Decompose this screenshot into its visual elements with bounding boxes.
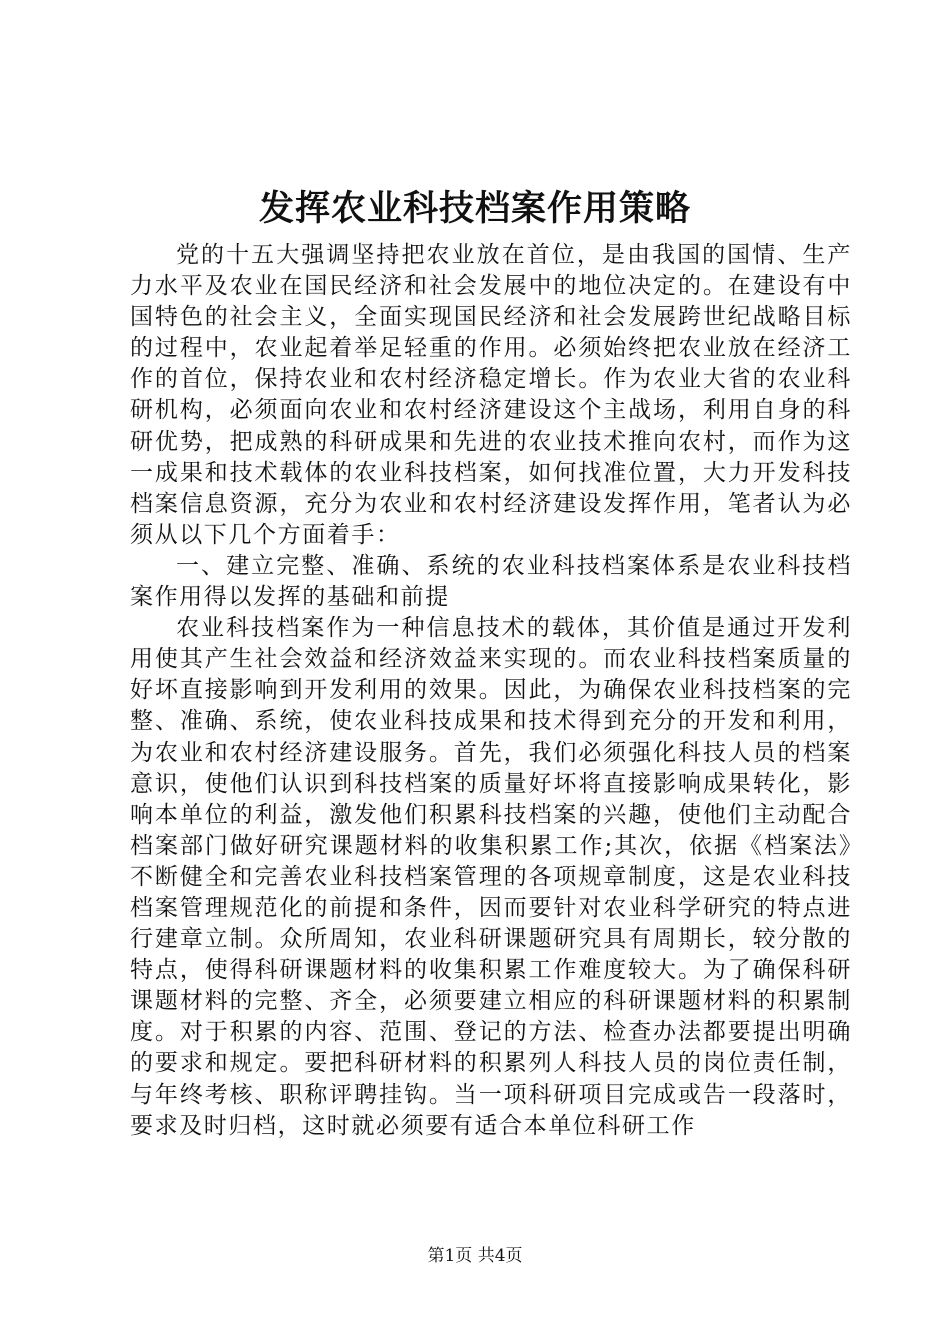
paragraph-intro: 党的十五大强调坚持把农业放在首位，是由我国的国情、生产力水平及农业在国民经济和社会发展中的地位决定的。在建设有中国特色的社会主义，全面实现国民经济和社会发展跨世纪战略目标的过程中，农业起着举足轻重的作用。必须始终把农业放在经济工作的首位，保持农业和农村经济稳定增长。作为农业大省的农业科研机构，必须面向农业和农村经济建设这个主战场，利用自身的科研优势，把成熟的科研成果和先进的农业技术推向农村，而作为这一成果和技术载体的农业科技档案，如何找准位置，大力开发科技档案信息资源，充分为农业和农村经济建设发挥作用，笔者认为必须从以下几个方面着手： (130, 242, 852, 548)
document-body (130, 240, 852, 1142)
paragraph-body: 农业科技档案作为一种信息技术的载体，其价值是通过开发利用使其产生社会效益和经济效益来实现的。而农业科技档案质量的好坏直接影响到开发利用的效果。因此，为确保农业科技档案的完整、准确、系统，使农业科技成果和技术得到充分的开发和利用，为农业和农村经济建设服务。首先，我们必须强化科技人员的档案意识，使他们认识到科技档案的质量好坏将直接影响成果转化，影响本单位的利益，激发他们积累科技档案的兴趣，使他们主动配合档案部门做好研究课题材料的收集积累工作;其次，依据《档案法》不断健全和完善农业科技档案管理的各项规章制度，这是农业科技档案管理规范化的前提和条件，因而要针对农业科学研究的特点进行建章立制。众所周知，农业科研课题研究具有周期长，较分散的特点，使得科研课题材料的收集积累工作难度较大。为了确保科研课题材料的完整、齐全，必须要建立相应的科研课题材料的积累制度。对于积累的内容、范围、登记的方法、检查办法都要提出明确的要求和规定。要把科研材料的积累列人科技人员的岗位责任制，与年终考核、职称评聘挂钩。当一项科研项目完成或告一段落时，要求及时归档，这时就必须要有适合本单位科研工作 (130, 615, 852, 1139)
paragraph-section-heading: 一、建立完整、准确、系统的农业科技档案体系是农业科技档案作用得以发挥的基础和前提 (130, 552, 852, 611)
page-number: 第1页 (427, 1246, 473, 1266)
page-footer (0, 1244, 950, 1268)
document-title: 发挥农业科技档案作用策略 (258, 188, 691, 229)
page-total: 共4页 (477, 1246, 523, 1266)
